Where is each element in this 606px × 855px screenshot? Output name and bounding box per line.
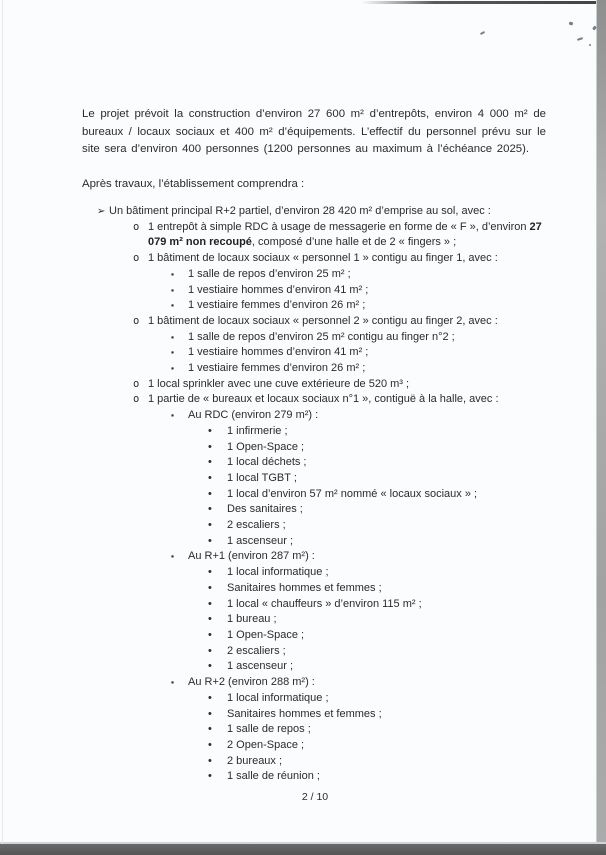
bullet-level4-icon: •: [208, 691, 212, 704]
list-item-text: Au R+1 (environ 287 m²) :: [188, 550, 315, 563]
list-item-text: 1 vestiaire hommes d’environ 41 m² ;: [188, 346, 369, 359]
bullet-level4-icon: •: [208, 723, 212, 736]
list-item-text: 1 local TGBT ;: [227, 471, 297, 484]
bullet-level4-icon: •: [208, 754, 212, 767]
list-item-text: Au R+2 (environ 288 m²) :: [188, 676, 315, 689]
bullet-level4-icon: •: [208, 487, 212, 500]
scan-edge-right: [596, 0, 606, 844]
list-item: [82, 377, 548, 393]
bullet-level4-icon: •: [208, 503, 212, 516]
list-item-text: 2 escaliers ;: [227, 519, 286, 532]
list-item: [82, 314, 548, 330]
scan-edge-top: [361, 1, 606, 4]
list-item: [82, 597, 548, 613]
list-item-text: [148, 220, 548, 251]
bullet-level4-icon: •: [208, 738, 212, 751]
bullet-level3-icon: ▪: [171, 347, 175, 358]
list-item-text-bold: 27 079 m² non recoupé: [148, 220, 542, 249]
bullet-level2-icon: o: [133, 377, 140, 390]
list-item: [82, 345, 548, 361]
list-item-text-post: , composé d’une halle et de 2 « fingers » ;: [251, 236, 457, 249]
bullet-level3-icon: ▪: [171, 284, 175, 295]
list-item-text: Des sanitaires ;: [227, 503, 303, 516]
bullet-level2-icon: o: [133, 393, 140, 406]
bullet-level3-icon: ▪: [171, 331, 175, 342]
list-item-text: 1 local d’environ 57 m² nommé « locaux sociaux » ;: [227, 487, 478, 500]
list-item-text: 1 Open-Space ;: [227, 440, 305, 453]
list-item: [82, 440, 548, 456]
body-paragraph: Le projet prévoit la construction d’environ 27 600 m² d’entrepôts, environ 4 000 m² de bureaux / locaux sociaux et 400 m² d’équipements. L’effectif du personnel prévu sur le site sera d’environ 400 personnes (1200 personnes au maximum à l’échéance 2025).: [82, 108, 546, 156]
list-item: [82, 628, 548, 644]
bullet-level4-icon: •: [208, 644, 212, 657]
list-item-text: 1 vestiaire femmes d’environ 26 m² ;: [188, 362, 366, 375]
list-item-text: 1 vestiaire hommes d’environ 41 m² ;: [188, 283, 369, 296]
bullet-level3-icon: ▪: [171, 300, 175, 311]
list-item: [82, 549, 548, 565]
list-item: [82, 471, 548, 487]
bullet-level3-icon: ▪: [171, 363, 175, 374]
list-item-text: 2 bureaux ;: [227, 754, 283, 767]
bullet-level3-icon: ▪: [171, 551, 175, 562]
scan-edge-bottom: [0, 844, 606, 855]
list-item: [82, 455, 548, 471]
bullet-level3-icon: ▪: [171, 677, 175, 688]
list-item: [82, 581, 548, 597]
bullet-level4-icon: •: [208, 534, 212, 547]
bullet-level4-icon: •: [208, 770, 212, 783]
list-item: [82, 298, 548, 314]
bullet-level4-icon: •: [208, 456, 212, 469]
bullet-level3-icon: ▪: [171, 268, 175, 279]
list-item-text: 1 bureau ;: [227, 613, 277, 626]
scan-speck: [569, 22, 574, 26]
list-item-text: 1 ascenseur ;: [227, 660, 294, 673]
list-item: [82, 612, 548, 628]
bullet-level4-icon: •: [208, 707, 212, 720]
list-item: [82, 722, 548, 738]
bullet-level4-icon: •: [208, 581, 212, 594]
bullet-level4-icon: •: [208, 440, 212, 453]
list-item-text: 1 local déchets ;: [227, 456, 307, 469]
list-item-text-pre: 1 entrepôt à simple RDC à usage de messagerie en forme de « F », d’environ: [148, 220, 530, 233]
bullet-level4-icon: •: [208, 424, 212, 437]
list-item-text: Un bâtiment principal R+2 partiel, d’environ 28 420 m² d’emprise au sol, avec :: [109, 205, 491, 217]
list-item: [82, 424, 548, 440]
bullet-level4-icon: •: [208, 628, 212, 641]
list-item: [82, 204, 548, 220]
outline-list: [82, 204, 548, 785]
bullet-level3-icon: ▪: [171, 410, 175, 421]
list-item: [82, 534, 548, 550]
list-item-text: 1 infirmerie ;: [227, 424, 288, 437]
list-item-text: 1 partie de « bureaux et locaux sociaux n°1 », contiguë à la halle, avec :: [148, 393, 499, 406]
list-item-text: 1 salle de repos d’environ 25 m² ;: [188, 267, 351, 280]
list-item-text: 1 salle de repos ;: [227, 723, 311, 736]
list-item: [82, 502, 548, 518]
list-item: [82, 644, 548, 660]
bullet-level4-icon: •: [208, 613, 212, 626]
list-item: [82, 251, 548, 267]
list-item: [82, 565, 548, 581]
list-item-text: Au RDC (environ 279 m²) :: [188, 409, 319, 422]
bullet-level2-icon: o: [133, 252, 140, 265]
list-item: [82, 675, 548, 691]
list-item: [82, 267, 548, 283]
list-item: [82, 518, 548, 534]
list-item: [82, 487, 548, 503]
bullet-level4-icon: •: [208, 566, 212, 579]
list-item-text: 1 local « chauffeurs » d’environ 115 m² ;: [227, 597, 422, 610]
scan-edge-left: [2, 0, 3, 844]
list-item: [82, 659, 548, 675]
list-item-text: 1 salle de repos d’environ 25 m² contigu au finger n°2 ;: [188, 330, 455, 343]
bullet-level2-icon: o: [133, 314, 140, 327]
list-item: [82, 220, 548, 251]
page-number: 2 / 10: [301, 791, 329, 803]
list-item-text: 1 salle de réunion ;: [227, 770, 320, 783]
list-item-text: 2 Open-Space ;: [227, 738, 305, 751]
after-works-intro: Après travaux, l’établissement comprendra :: [82, 178, 305, 190]
bullet-level4-icon: •: [208, 519, 212, 532]
bullet-level2-icon: o: [133, 220, 140, 233]
scan-speck: [480, 31, 485, 35]
list-item-text: 1 local informatique ;: [227, 566, 329, 579]
list-item: [82, 754, 548, 770]
list-item-text: 2 escaliers ;: [227, 644, 286, 657]
scan-speck: [577, 37, 583, 41]
list-item-text: 1 local sprinkler avec une cuve extérieure de 520 m³ ;: [148, 377, 410, 390]
list-item: [82, 330, 548, 346]
bullet-level1-icon: ➢: [97, 206, 106, 217]
list-item: [82, 691, 548, 707]
list-item: [82, 769, 548, 785]
list-item: [82, 361, 548, 377]
list-item-text: Sanitaires hommes et femmes ;: [227, 581, 382, 594]
list-item-text: 1 vestiaire femmes d’environ 26 m² ;: [188, 299, 366, 312]
scan-speck: [589, 44, 591, 46]
bullet-level4-icon: •: [208, 471, 212, 484]
list-item-text: 1 Open-Space ;: [227, 628, 305, 641]
bullet-level4-icon: •: [208, 597, 212, 610]
list-item-text: 1 local informatique ;: [227, 691, 329, 704]
list-item: [82, 408, 548, 424]
list-item: [82, 392, 548, 408]
list-item-text: 1 bâtiment de locaux sociaux « personnel 1 » contigu au finger 1, avec :: [148, 252, 498, 265]
list-item: [82, 283, 548, 299]
list-item-text: 1 ascenseur ;: [227, 534, 294, 547]
list-item-text: 1 bâtiment de locaux sociaux « personnel 2 » contigu au finger 2, avec :: [148, 314, 498, 327]
list-item: [82, 707, 548, 723]
list-item: [82, 738, 548, 754]
list-item-text: Sanitaires hommes et femmes ;: [227, 707, 382, 720]
bullet-level4-icon: •: [208, 660, 212, 673]
